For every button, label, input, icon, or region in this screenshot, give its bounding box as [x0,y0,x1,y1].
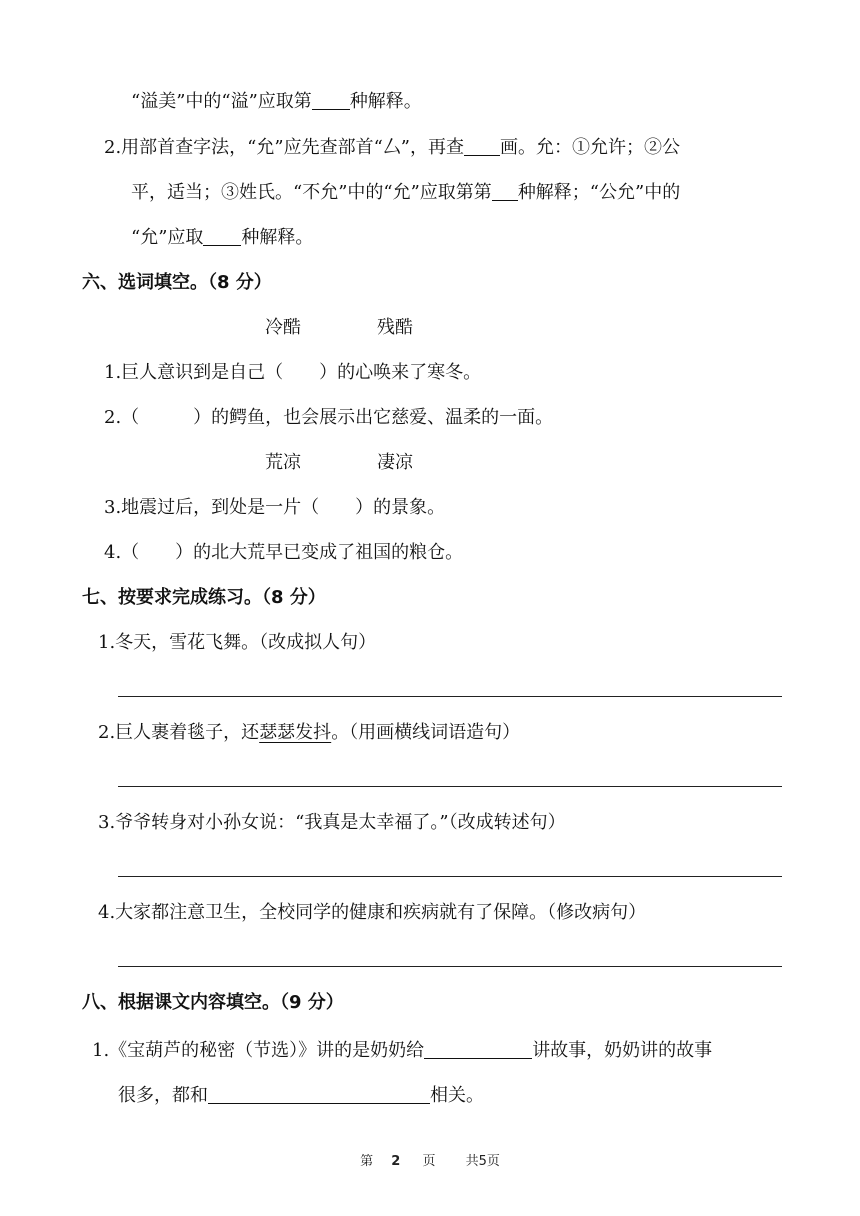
page-footer [0,1150,860,1169]
sec7-q2-text-b: 。（用画横线词语造句） [331,722,521,743]
answer-line[interactable] [118,966,782,967]
answer-blank[interactable] [312,91,350,110]
sec5-q2-text-a: 2.用部首查字法，“允”应先查部首“厶”，再查 [104,137,464,158]
answer-blank[interactable] [208,1085,430,1104]
sec8-question-1-line1 [92,1039,712,1063]
sec7-question-2 [98,721,520,745]
sec7-question-1: 1.冬天，雪花飞舞。（改成拟人句） [98,632,377,653]
footer-ye: 页 [422,1154,436,1169]
sec5-q2-text-f: 种解释。 [241,227,314,248]
sec8-q1-text-d: 相关。 [430,1085,484,1106]
sec7-q2-text-a: 2.巨人裹着毯子，还 [98,722,260,743]
section-7-heading: 七、按要求完成练习。（8 分） [82,587,326,608]
sec5-question-2-line3 [131,226,313,250]
sec5-question-2-line1 [104,136,680,160]
sec5-line1-text-b: 种解释。 [349,91,422,112]
sec6-question-4: 4.（ ）的北大荒早已变成了祖国的粮仓。 [104,542,464,563]
footer-di: 第 [360,1154,374,1169]
sec5-q2-text-b: 画。允：①允许；②公 [499,137,680,158]
answer-line[interactable] [118,876,782,877]
sec8-question-1-line2 [118,1084,484,1108]
sec8-q1-text-c: 很多，都和 [118,1085,208,1106]
sec6-question-3: 3.地震过后，到处是一片（ ）的景象。 [104,497,446,518]
sec7-question-3: 3.爷爷转身对小孙女说：“我真是太幸福了。”（改成转述句） [98,812,566,833]
answer-blank[interactable] [424,1040,532,1059]
sec5-line1-text-a: “溢美”中的“溢”应取第 [131,91,312,112]
answer-line[interactable] [118,786,782,787]
footer-total: 共5页 [465,1154,500,1169]
section-6-heading: 六、选词填空。（8 分） [82,272,272,293]
sec6-question-2: 2.（ ）的鳄鱼，也会展示出它慈爱、温柔的一面。 [104,407,554,428]
sec5-q2-text-d: 种解释；“公允”中的 [517,182,681,203]
answer-blank[interactable] [492,182,518,201]
answer-blank[interactable] [464,137,500,156]
section-8-heading: 八、根据课文内容填空。（9 分） [82,992,344,1013]
sec6-question-1: 1.巨人意识到是自己（ ）的心唤来了寒冬。 [104,362,482,383]
word-choice-1: 冷酷 [265,317,301,338]
sec5-line1 [131,90,422,114]
answer-line[interactable] [118,696,782,697]
answer-blank[interactable] [203,227,241,246]
word-choice-4: 凄凉 [377,452,413,473]
word-choice-3: 荒凉 [265,452,301,473]
sec8-q1-text-b: 讲故事，奶奶讲的故事 [532,1040,713,1061]
sec5-q2-text-c: 平，适当；③姓氏。“不允”中的“允”应取第第 [131,182,492,203]
footer-page-number: 2 [391,1154,401,1169]
sec5-question-2-line2 [131,181,680,205]
word-choice-2: 残酷 [377,317,413,338]
sec7-question-4: 4.大家都注意卫生，全校同学的健康和疾病就有了保障。（修改病句） [98,902,647,923]
underlined-words: 瑟瑟发抖 [259,722,332,743]
sec8-q1-text-a: 1.《宝葫芦的秘密（节选）》讲的是奶奶给 [92,1040,425,1061]
sec5-q2-text-e: “允”应取 [131,227,204,248]
